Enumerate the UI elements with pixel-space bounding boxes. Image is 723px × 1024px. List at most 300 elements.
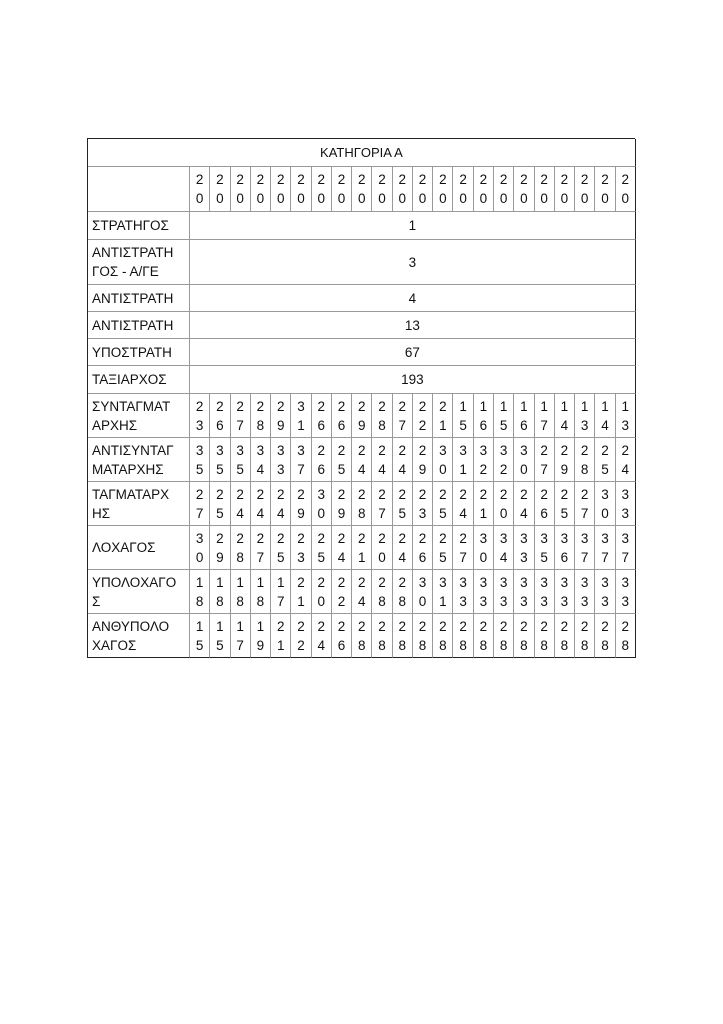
year-header-digit: 0 <box>560 191 569 206</box>
year-header-cell <box>413 167 433 212</box>
header-corner-cell <box>88 167 190 212</box>
value-digit: 2 <box>398 618 407 634</box>
year-header-cell <box>190 167 210 212</box>
value-digit: 6 <box>540 505 548 521</box>
value-digit: 8 <box>418 637 427 653</box>
value-digit: 2 <box>236 486 244 502</box>
value-digit: 3 <box>499 593 508 609</box>
value-digit: 3 <box>317 486 325 502</box>
value-cell <box>352 394 372 438</box>
year-header-digit: 0 <box>236 191 244 206</box>
value-digit: 2 <box>439 398 447 414</box>
value-cell <box>210 438 230 482</box>
value-digit: 5 <box>216 461 224 477</box>
value-digit: 7 <box>540 417 548 433</box>
rank-label-text: ΤΑΞΙΑΡΧΟΣ <box>92 372 167 387</box>
value-digit: 6 <box>216 417 224 433</box>
value-digit: 3 <box>621 530 629 546</box>
value-digit: 2 <box>418 417 427 433</box>
value-cell <box>332 438 352 482</box>
value-cell <box>595 614 615 658</box>
value-digit: 4 <box>520 505 528 521</box>
value-digit: 0 <box>601 505 609 521</box>
value-digit: 2 <box>499 618 508 634</box>
value-digit: 9 <box>358 417 366 433</box>
value-cell <box>190 614 210 658</box>
value-digit: 7 <box>276 593 285 609</box>
value-cell <box>312 394 332 438</box>
value-digit: 3 <box>256 442 265 458</box>
value-digit: 3 <box>297 442 305 458</box>
value-digit: 4 <box>236 505 244 521</box>
value-digit: 6 <box>317 461 325 477</box>
value-digit: 8 <box>580 637 589 653</box>
value-cell <box>433 526 453 570</box>
value-cell <box>190 482 210 526</box>
value-digit: 1 <box>601 398 609 414</box>
value-digit: 1 <box>276 574 285 590</box>
year-header-digit: 0 <box>418 191 427 206</box>
value-digit: 9 <box>256 637 265 653</box>
value-digit: 1 <box>297 417 305 433</box>
value-digit: 3 <box>601 486 609 502</box>
value-digit: 9 <box>276 417 285 433</box>
value-digit: 0 <box>499 505 508 521</box>
value-digit: 8 <box>520 637 528 653</box>
rank-label <box>88 438 190 482</box>
value-digit: 3 <box>540 530 548 546</box>
value-cell <box>393 482 413 526</box>
year-header-cell <box>332 167 352 212</box>
value-cell <box>453 482 473 526</box>
value-cell <box>433 482 453 526</box>
value-cell <box>190 394 210 438</box>
rank-label-text: ΑΝΘΥΠΟΛΟ ΧΑΓΟΣ <box>92 618 170 653</box>
value-digit: 4 <box>621 461 629 477</box>
value-digit: 3 <box>520 574 528 590</box>
value-digit: 0 <box>418 593 427 609</box>
value-digit: 4 <box>276 505 285 521</box>
value-cell <box>575 394 595 438</box>
rank-label-text: ΑΝΤΙΣΤΡΑΤΗ ΓΟΣ - Α/ΓΕ <box>92 245 174 279</box>
value-cell <box>616 438 636 482</box>
value-cell <box>535 614 555 658</box>
value-cell <box>474 526 494 570</box>
year-header-digit: 2 <box>216 172 224 187</box>
value-digit: 2 <box>398 574 407 590</box>
value-cell <box>372 526 392 570</box>
value-cell <box>474 394 494 438</box>
value-digit: 2 <box>378 398 386 414</box>
value-digit: 5 <box>439 505 447 521</box>
value-cell <box>372 438 392 482</box>
value-digit: 1 <box>439 417 447 433</box>
value-digit: 6 <box>479 417 488 433</box>
rank-label <box>88 482 190 526</box>
year-header-digit: 2 <box>256 172 265 187</box>
value-digit: 2 <box>317 574 325 590</box>
value-digit: 5 <box>236 461 244 477</box>
year-header-digit: 2 <box>479 172 488 187</box>
value-digit: 3 <box>560 574 569 590</box>
value-digit: 2 <box>459 618 467 634</box>
value-digit: 3 <box>276 442 285 458</box>
value-cell <box>251 526 271 570</box>
value-cell <box>555 394 575 438</box>
value-digit: 8 <box>236 549 244 565</box>
value-digit: 3 <box>621 574 629 590</box>
value-cell <box>616 482 636 526</box>
value-digit: 2 <box>580 618 589 634</box>
value-digit: 2 <box>601 442 609 458</box>
value-digit: 3 <box>520 549 528 565</box>
value-digit: 3 <box>621 417 629 433</box>
value-cell <box>575 482 595 526</box>
value-digit: 1 <box>195 574 204 590</box>
year-header-cell <box>616 167 636 212</box>
value-digit: 5 <box>560 505 569 521</box>
value-digit: 8 <box>540 637 548 653</box>
year-header-digit: 2 <box>580 172 589 187</box>
value-cell <box>453 570 473 614</box>
value-digit: 1 <box>236 574 244 590</box>
rank-label <box>88 570 190 614</box>
year-header-cell <box>575 167 595 212</box>
value-cell <box>251 614 271 658</box>
value-digit: 3 <box>439 574 447 590</box>
year-header-cell <box>494 167 514 212</box>
value-cell <box>595 482 615 526</box>
year-header-cell <box>271 167 291 212</box>
value-cell <box>271 482 291 526</box>
value-cell <box>413 394 433 438</box>
year-header-digit: 2 <box>195 172 204 187</box>
value-digit: 3 <box>540 574 548 590</box>
rank-label-text: ΣΥΝΤΑΓΜΑΤ ΑΡΧΗΣ <box>92 398 171 433</box>
value-cell <box>210 614 230 658</box>
year-header-digit: 0 <box>276 191 285 206</box>
value-digit: 2 <box>216 486 224 502</box>
year-header-digit: 0 <box>317 191 325 206</box>
value-cell <box>433 438 453 482</box>
value-digit: 5 <box>601 461 609 477</box>
value-cell <box>231 482 251 526</box>
value-digit: 4 <box>337 549 346 565</box>
rank-count: 193 <box>190 366 636 394</box>
value-cell <box>271 526 291 570</box>
value-digit: 8 <box>256 593 265 609</box>
value-digit: 3 <box>601 530 609 546</box>
value-cell <box>535 526 555 570</box>
value-digit: 8 <box>378 637 386 653</box>
value-cell <box>352 526 372 570</box>
rank-count: 4 <box>190 285 636 312</box>
rank-label-text: ΤΑΓΜΑΤΑΡΧ ΗΣ <box>92 486 170 521</box>
year-header-digit: 0 <box>621 191 629 206</box>
value-cell <box>332 482 352 526</box>
value-digit: 1 <box>236 618 244 634</box>
value-cell <box>352 438 372 482</box>
value-cell <box>332 570 352 614</box>
value-digit: 2 <box>297 637 305 653</box>
value-digit: 3 <box>601 593 609 609</box>
value-digit: 2 <box>297 618 305 634</box>
value-cell <box>535 438 555 482</box>
value-cell <box>555 482 575 526</box>
value-digit: 7 <box>236 417 244 433</box>
value-digit: 3 <box>520 530 528 546</box>
value-digit: 3 <box>560 530 569 546</box>
year-header-digit: 0 <box>195 191 204 206</box>
value-cell <box>312 438 332 482</box>
value-digit: 6 <box>337 417 346 433</box>
value-digit: 9 <box>418 461 427 477</box>
value-digit: 5 <box>499 417 508 433</box>
year-header-cell <box>535 167 555 212</box>
year-header-digit: 2 <box>459 172 467 187</box>
value-digit: 8 <box>216 593 224 609</box>
value-cell <box>231 394 251 438</box>
year-header-cell <box>514 167 534 212</box>
value-digit: 2 <box>216 398 224 414</box>
value-digit: 3 <box>499 442 508 458</box>
value-digit: 2 <box>540 486 548 502</box>
value-cell <box>453 438 473 482</box>
value-digit: 8 <box>358 637 366 653</box>
value-digit: 2 <box>398 486 407 502</box>
value-digit: 7 <box>540 461 548 477</box>
value-cell <box>332 526 352 570</box>
value-digit: 2 <box>378 530 386 546</box>
value-digit: 2 <box>621 618 629 634</box>
value-digit: 2 <box>337 398 346 414</box>
year-header-cell <box>555 167 575 212</box>
value-digit: 1 <box>580 398 589 414</box>
value-cell <box>535 482 555 526</box>
value-digit: 2 <box>439 530 447 546</box>
rank-label <box>88 366 190 394</box>
year-header-digit: 2 <box>398 172 407 187</box>
value-cell <box>291 438 311 482</box>
value-cell <box>190 438 210 482</box>
rank-label <box>88 285 190 312</box>
rank-label-text: ΥΠΟΣΤΡΑΤΗ <box>92 345 172 360</box>
value-digit: 2 <box>378 574 386 590</box>
value-digit: 8 <box>195 593 204 609</box>
value-digit: 6 <box>337 637 346 653</box>
value-digit: 7 <box>236 637 244 653</box>
value-cell <box>595 526 615 570</box>
value-cell <box>494 394 514 438</box>
value-digit: 4 <box>358 461 366 477</box>
value-digit: 2 <box>236 398 244 414</box>
value-digit: 2 <box>439 618 447 634</box>
value-digit: 2 <box>499 486 508 502</box>
value-digit: 5 <box>216 637 224 653</box>
value-digit: 9 <box>216 549 224 565</box>
value-digit: 2 <box>418 486 427 502</box>
value-digit: 2 <box>337 530 346 546</box>
year-header-cell <box>453 167 473 212</box>
value-cell <box>393 614 413 658</box>
value-digit: 2 <box>418 618 427 634</box>
value-digit: 5 <box>195 637 204 653</box>
value-digit: 4 <box>601 417 609 433</box>
value-digit: 7 <box>297 461 305 477</box>
value-cell <box>352 614 372 658</box>
year-header-digit: 0 <box>580 191 589 206</box>
value-digit: 8 <box>378 417 386 433</box>
value-cell <box>514 482 534 526</box>
rank-label <box>88 312 190 339</box>
value-cell <box>210 526 230 570</box>
value-digit: 8 <box>439 637 447 653</box>
value-digit: 2 <box>398 530 407 546</box>
rank-label-text: ΑΝΤΙΣΤΡΑΤΗ <box>92 318 174 333</box>
value-cell <box>575 438 595 482</box>
value-digit: 8 <box>236 593 244 609</box>
year-header-cell <box>231 167 251 212</box>
value-digit: 2 <box>358 486 366 502</box>
value-digit: 0 <box>439 461 447 477</box>
year-header-digit: 2 <box>378 172 386 187</box>
value-digit: 2 <box>479 461 488 477</box>
value-digit: 2 <box>297 574 305 590</box>
value-cell <box>312 614 332 658</box>
value-cell <box>251 394 271 438</box>
value-digit: 2 <box>560 618 569 634</box>
value-digit: 3 <box>276 461 285 477</box>
year-header-cell <box>393 167 413 212</box>
year-header-digit: 2 <box>317 172 325 187</box>
value-digit: 7 <box>378 505 386 521</box>
value-digit: 4 <box>256 461 265 477</box>
value-digit: 2 <box>459 530 467 546</box>
value-digit: 3 <box>195 442 204 458</box>
value-digit: 8 <box>601 637 609 653</box>
value-digit: 4 <box>398 461 407 477</box>
rank-count: 67 <box>190 339 636 366</box>
rank-label <box>88 614 190 658</box>
value-digit: 2 <box>378 442 386 458</box>
year-header-digit: 0 <box>398 191 407 206</box>
value-cell <box>393 526 413 570</box>
value-digit: 1 <box>256 618 265 634</box>
rank-table <box>87 138 635 658</box>
value-digit: 3 <box>418 574 427 590</box>
value-digit: 1 <box>459 398 467 414</box>
value-digit: 2 <box>337 574 346 590</box>
value-digit: 3 <box>297 549 305 565</box>
value-digit: 3 <box>236 442 244 458</box>
value-digit: 2 <box>358 574 366 590</box>
value-digit: 4 <box>358 593 366 609</box>
value-cell <box>190 570 210 614</box>
value-cell <box>514 614 534 658</box>
value-digit: 2 <box>337 486 346 502</box>
year-header-digit: 2 <box>358 172 366 187</box>
value-digit: 5 <box>439 549 447 565</box>
value-cell <box>291 614 311 658</box>
year-header-digit: 2 <box>337 172 346 187</box>
value-cell <box>595 394 615 438</box>
value-cell <box>494 438 514 482</box>
value-cell <box>474 482 494 526</box>
year-header-digit: 0 <box>479 191 488 206</box>
value-digit: 8 <box>580 461 589 477</box>
value-digit: 2 <box>580 442 589 458</box>
value-digit: 2 <box>195 398 204 414</box>
value-cell <box>210 570 230 614</box>
value-digit: 8 <box>621 637 629 653</box>
value-digit: 3 <box>621 486 629 502</box>
value-digit: 2 <box>621 442 629 458</box>
value-digit: 8 <box>378 593 386 609</box>
value-digit: 2 <box>317 442 325 458</box>
value-digit: 9 <box>337 505 346 521</box>
value-digit: 2 <box>601 618 609 634</box>
value-digit: 7 <box>601 549 609 565</box>
rank-label-text: ΑΝΤΙΣΤΡΑΤΗ <box>92 291 174 306</box>
rank-label <box>88 212 190 240</box>
value-cell <box>514 526 534 570</box>
value-cell <box>453 614 473 658</box>
value-digit: 2 <box>276 398 285 414</box>
year-header-digit: 2 <box>276 172 285 187</box>
value-digit: 2 <box>337 593 346 609</box>
value-cell <box>332 394 352 438</box>
year-header-cell <box>210 167 230 212</box>
value-digit: 2 <box>398 442 407 458</box>
value-digit: 2 <box>276 530 285 546</box>
value-digit: 3 <box>540 593 548 609</box>
value-digit: 2 <box>560 486 569 502</box>
value-cell <box>575 526 595 570</box>
value-digit: 2 <box>520 618 528 634</box>
value-cell <box>251 438 271 482</box>
value-digit: 3 <box>580 417 589 433</box>
rank-label-text: ΛΟΧΑΓΟΣ <box>92 540 156 555</box>
value-digit: 2 <box>276 618 285 634</box>
value-cell <box>555 526 575 570</box>
value-cell <box>231 526 251 570</box>
value-digit: 2 <box>256 486 265 502</box>
value-digit: 1 <box>540 398 548 414</box>
value-digit: 2 <box>358 398 366 414</box>
value-digit: 2 <box>398 398 407 414</box>
value-digit: 7 <box>459 549 467 565</box>
year-header-digit: 0 <box>358 191 366 206</box>
value-digit: 3 <box>499 574 508 590</box>
value-digit: 8 <box>358 505 366 521</box>
value-cell <box>291 394 311 438</box>
value-cell <box>231 570 251 614</box>
rank-label <box>88 526 190 570</box>
value-cell <box>251 570 271 614</box>
value-cell <box>271 614 291 658</box>
value-cell <box>616 570 636 614</box>
value-digit: 1 <box>216 618 224 634</box>
value-digit: 7 <box>621 549 629 565</box>
value-digit: 3 <box>560 593 569 609</box>
value-cell <box>413 570 433 614</box>
rank-label <box>88 394 190 438</box>
value-digit: 3 <box>580 574 589 590</box>
value-cell <box>433 614 453 658</box>
value-digit: 3 <box>195 530 204 546</box>
year-header-digit: 2 <box>520 172 528 187</box>
value-cell <box>372 482 392 526</box>
